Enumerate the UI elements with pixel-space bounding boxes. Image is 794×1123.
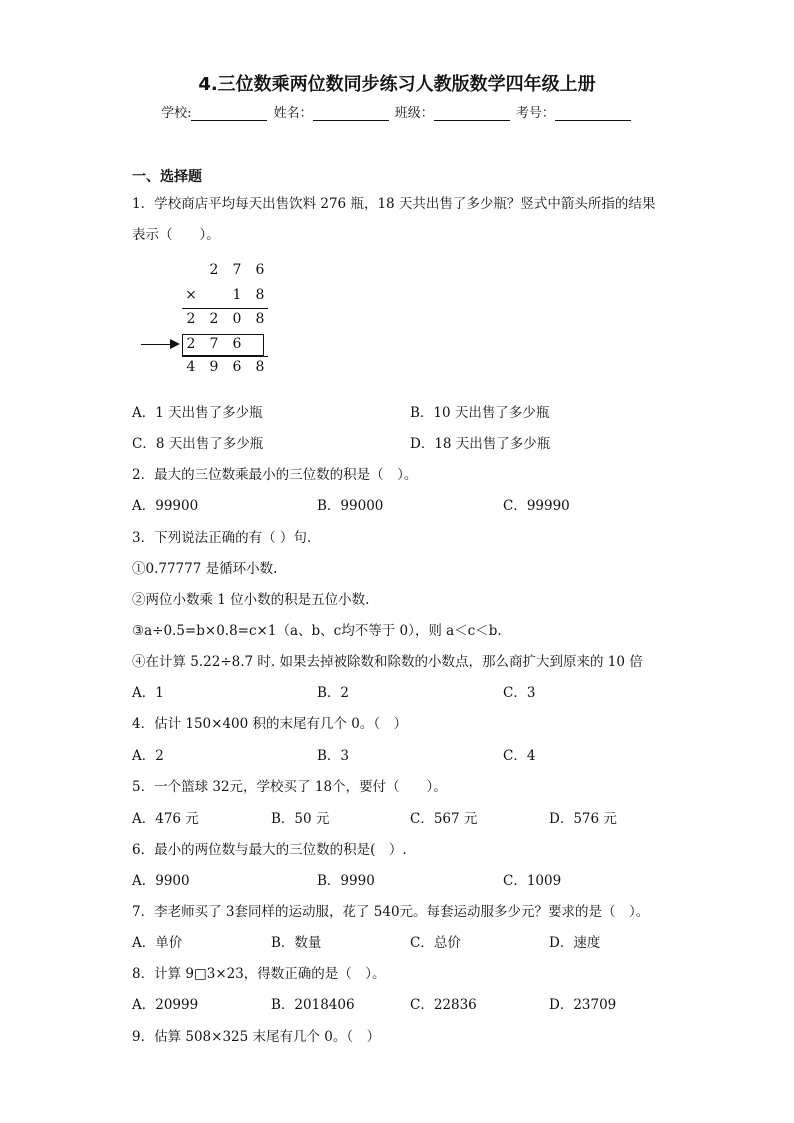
calc-digit: 2 xyxy=(209,262,219,278)
number-blank[interactable] xyxy=(555,106,631,121)
q8-option-d[interactable]: D．23709 xyxy=(549,997,617,1013)
q2-option-a[interactable]: A．99900 xyxy=(132,498,199,514)
school-label: 学校: xyxy=(161,106,192,121)
q3-option-b[interactable]: B．2 xyxy=(317,685,350,701)
q5-text: 5．一个篮球 32元，学校买了 18个，要付（ ）。 xyxy=(132,779,447,795)
q4-option-b[interactable]: B．3 xyxy=(317,748,350,764)
section-heading: 一、选择题 xyxy=(132,169,202,185)
q5-option-d[interactable]: D．576 元 xyxy=(549,811,617,827)
calc-digit: 8 xyxy=(255,287,265,303)
q3-statement-3: ③a÷0.5=b×0.8=c×1（a、b、c均不等于 0），则 a＜c＜b. xyxy=(132,623,502,639)
vertical-multiplication xyxy=(140,256,280,380)
q3-option-c[interactable]: C．3 xyxy=(503,685,536,701)
q9-text: 9．估算 508×325 末尾有几个 0。（ ） xyxy=(132,1029,381,1045)
q4-text: 4．估计 150×400 积的末尾有几个 0。（ ） xyxy=(132,716,408,732)
page-title: 4.三位数乘两位数同步练习人教版数学四年级上册 xyxy=(198,74,596,95)
q1-option-b[interactable]: B．10 天出售了多少瓶 xyxy=(410,405,550,421)
multiply-sign: × xyxy=(185,287,197,303)
q4-option-c[interactable]: C．4 xyxy=(503,748,536,764)
q7-option-a[interactable]: A．单价 xyxy=(132,935,183,951)
calc-rule xyxy=(182,356,268,357)
school-blank[interactable] xyxy=(191,106,267,121)
q5-option-a[interactable]: A．476 元 xyxy=(132,811,199,827)
name-label: 姓名： xyxy=(273,106,313,121)
calc-digit: 7 xyxy=(209,336,219,352)
q8-option-a[interactable]: A．20999 xyxy=(132,997,199,1013)
calc-digit: 8 xyxy=(255,359,265,375)
arrow-line xyxy=(141,344,171,345)
calc-digit: 2 xyxy=(186,311,196,327)
q3-statement-2: ②两位小数乘 1 位小数的积是五位小数. xyxy=(132,592,370,608)
q1-option-d[interactable]: D．18 天出售了多少瓶 xyxy=(410,436,551,452)
q7-option-d[interactable]: D．速度 xyxy=(549,935,601,951)
q1-option-a[interactable]: A．1 天出售了多少瓶 xyxy=(132,405,263,421)
calc-digit: 6 xyxy=(232,359,242,375)
q3-text: 3．下列说法正确的有（ ）句. xyxy=(132,530,312,546)
q6-option-a[interactable]: A．9900 xyxy=(132,873,190,889)
q6-option-b[interactable]: B．9990 xyxy=(317,873,375,889)
q1-option-c[interactable]: C．8 天出售了多少瓶 xyxy=(132,436,264,452)
calc-digit: 8 xyxy=(255,311,265,327)
calc-digit: 6 xyxy=(232,336,242,352)
calc-digit: 7 xyxy=(232,262,242,278)
q4-option-a[interactable]: A．2 xyxy=(132,748,164,764)
q5-option-b[interactable]: B．50 元 xyxy=(271,811,330,827)
calc-digit: 6 xyxy=(255,262,265,278)
q8-text: 8．计算 9□3×23，得数正确的是（ ）。 xyxy=(132,966,386,982)
calc-digit: 0 xyxy=(232,311,242,327)
q8-option-b[interactable]: B．2018406 xyxy=(271,997,355,1013)
class-blank[interactable] xyxy=(434,106,510,121)
calc-digit: 2 xyxy=(186,336,196,352)
calc-rule xyxy=(182,308,268,309)
q6-option-c[interactable]: C．1009 xyxy=(503,873,562,889)
q2-option-b[interactable]: B．99000 xyxy=(317,498,384,514)
number-label: 考号： xyxy=(515,106,555,121)
q7-option-b[interactable]: B．数量 xyxy=(271,935,322,951)
q2-text: 2．最大的三位数乘最小的三位数的积是（ ）。 xyxy=(132,467,418,483)
calc-digit: 1 xyxy=(232,287,242,303)
q8-option-c[interactable]: C．22836 xyxy=(410,997,477,1013)
q2-option-c[interactable]: C．99990 xyxy=(503,498,570,514)
class-label: 班级： xyxy=(394,106,434,121)
q1-text-line2: 表示（ ）。 xyxy=(132,227,220,243)
q7-option-c[interactable]: C．总价 xyxy=(410,935,461,951)
q5-option-c[interactable]: C．567 元 xyxy=(410,811,478,827)
name-blank[interactable] xyxy=(313,106,389,121)
q3-statement-1: ①0.77777 是循环小数. xyxy=(132,561,278,577)
q3-statement-4: ④在计算 5.22÷8.7 时. 如果去掉被除数和除数的小数点，那么商扩大到原来的 10 倍 xyxy=(132,654,643,670)
arrow-right-icon xyxy=(170,339,180,349)
calc-digit: 9 xyxy=(209,359,219,375)
q7-text: 7．李老师买了 3套同样的运动服，花了 540元。每套运动服多少元？要求的是（ ）。 xyxy=(132,904,650,920)
calc-digit: 4 xyxy=(186,359,196,375)
student-info-line xyxy=(0,102,794,121)
q6-text: 6．最小的两位数与最大的三位数的积是( ）. xyxy=(132,842,407,858)
q1-text-line1: 1．学校商店平均每天出售饮料 276 瓶，18 天共出售了多少瓶？竖式中箭头所指的结果 xyxy=(132,196,656,212)
q3-option-a[interactable]: A．1 xyxy=(132,685,164,701)
calc-digit: 2 xyxy=(209,311,219,327)
